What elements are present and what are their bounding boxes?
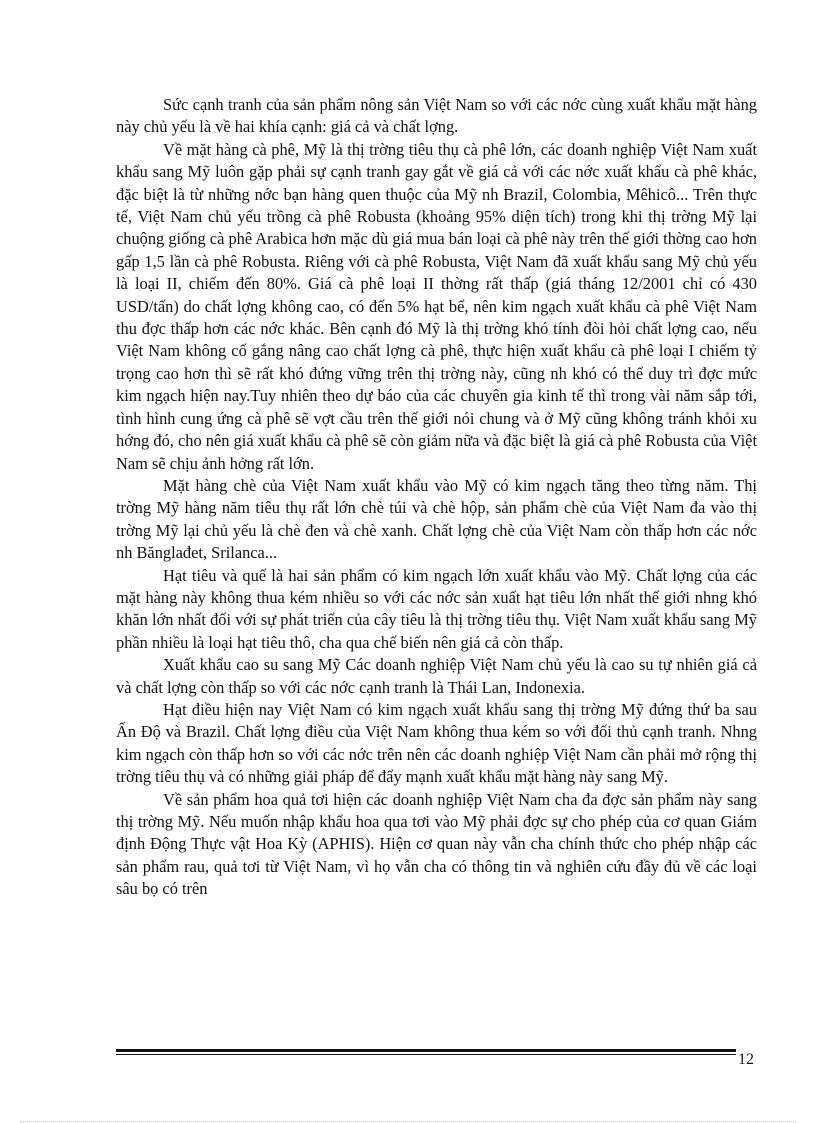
footer-rule-thick <box>116 1049 736 1052</box>
paragraph-tea: Mặt hàng chè của Việt Nam xuất khẩu vào Mỹ có kim ngạch tăng theo từng năm. Thị trờng Mỹ hàng năm tiêu thụ rất lớn chè túi và chè hộp, sản phẩm chè của Việt Nam đa vào thị trờng Mỹ lại chủ yếu là chè đen và chè xanh. Chất lợng chè của Việt Nam còn thấp hơn các nớc nh Bănglađet, Srilanca... <box>116 475 757 563</box>
footer-rule <box>116 1049 736 1057</box>
paragraph-pepper-cinnamon: Hạt tiêu và quế là hai sản phẩm có kim ngạch lớn xuất khẩu vào Mỹ. Chất lợng của các mặt hàng này không thua kém nhiều so với các nớc sản xuất hạt tiêu lớn nhất thế giới nhng khó khăn lớn nhất đối với sự phát triển của cây tiêu là thị trờng tiêu thụ. Việt Nam xuất khẩu sang Mỹ phần nhiều là loại hạt tiêu thô, cha qua chế biến nên giá cả còn thấp. <box>116 565 757 652</box>
paragraph-cashew: Hạt điều hiện nay Việt Nam có kim ngạch xuất khẩu sang thị trờng Mỹ đứng thứ ba sau Ấn Độ và Brazil. Chất lợng điều của Việt Nam không thua kém so với đối thủ cạnh tranh. Nhng kim ngạch còn thấp hơn so với các nớc trên nên các doanh nghiệp Việt Nam cần phải mở rộng thị trờng tiêu thụ và có những giải pháp để đẩy mạnh xuất khẩu mặt hàng này sang Mỹ. <box>116 699 757 787</box>
page-edge-divider <box>20 1121 796 1122</box>
paragraph-rubber: Xuất khẩu cao su sang Mỹ Các doanh nghiệp Việt Nam chủ yếu là cao su tự nhiên giá cả và chất lợng còn thấp so với các nớc cạnh tranh là Thái Lan, Indonexia. <box>116 655 757 697</box>
footer-rule-thin <box>116 1054 736 1055</box>
page-body <box>116 94 757 901</box>
paragraph-coffee: Về mặt hàng cà phê, Mỹ là thị trờng tiêu thụ cà phê lớn, các doanh nghiệp Việt Nam xuất khẩu sang Mỹ luôn gặp phải sự cạnh tranh gay gắt về giá cả với các nớc xuất khẩu cà phê khác, đặc biệt là từ những nớc bạn hàng quen thuộc của Mỹ nh Brazil, Colombia, Mêhicô... Trên thực tế, Việt Nam chủ yếu trồng cà phê Robusta (khoảng 95% diện tích) trong khi thị trờng Mỹ lại chuộng giống cà phê Arabica hơn mặc dù giá mua bán loại cà phê này trên thế giới thờng cao hơn gấp 1,5 lần cà phê Robusta. Riêng với cà phê Robusta, Việt Nam đã xuất khẩu sang Mỹ chủ yếu là loại II, chiếm đến 80%. Giá cà phê loại II thờng rất thấp (giá tháng 12/2001 chỉ có 430 USD/tấn) do chất lợng không cao, có đến 5% hạt bể, nên kim ngạch xuất khẩu cà phê Việt Nam thu đợc thấp hơn các nớc khác. Bên cạnh đó Mỹ là thị trờng khó tính đòi hỏi chất lợng cao, nếu Việt Nam không cố gắng nâng cao chất lợng cà phê, thực hiện xuất khẩu cà phê loại I chiếm tỷ trọng cao hơn thì sẽ rất khó đứng vững trên thị trờng này, cũng nh khó có thể duy trì đợc mức kim ngạch hiện nay.Tuy nhiên theo dự báo của các chuyên gia kinh tế thì trong vài năm sắp tới, tình hình cung ứng cà phê sẽ vợt cầu trên thế giới nói chung và ở Mỹ cũng không tránh khỏi xu hớng đó, cho nên giá xuất khẩu cà phê sẽ còn giảm nữa và đặc biệt là giá cà phê Robusta của Việt Nam sẽ chịu ảnh hởng rất lớn. <box>116 139 757 473</box>
page-number: 12 <box>738 1051 754 1068</box>
paragraph-fresh-fruit: Về sản phẩm hoa quả tơi hiện các doanh nghiệp Việt Nam cha đa đợc sản phẩm này sang thị trờng Mỹ. Nếu muốn nhập khẩu hoa qua tơi vào Mỹ phải đợc sự cho phép của cơ quan Giám định Động Thực vật Hoa Kỳ (APHIS). Hiện cơ quan này vẫn cha chính thức cho phép nhập các sản phẩm rau, quả tơi từ Việt Nam, vì họ vẫn cha có thông tin và nghiên cứu đầy đủ về các loại sâu bọ có trên <box>116 789 757 899</box>
paragraph-competitiveness: Sức cạnh tranh của sản phẩm nông sản Việt Nam so với các nớc cùng xuất khẩu mặt hàng này chủ yếu là về hai khía cạnh: giá cả và chất lợng. <box>116 95 757 137</box>
